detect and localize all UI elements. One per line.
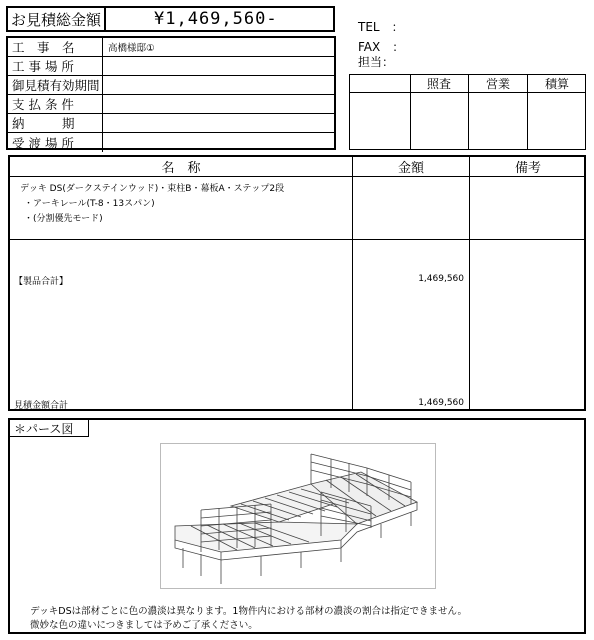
perspective-note: デッキDSは部材ごとに色の濃淡は異なります。1物件内における部材の濃淡の割合は指定できません。 <box>30 606 468 617</box>
grand-total-amount: 1,469,560 <box>418 398 464 408</box>
column-header-name: 名 称 <box>161 161 201 176</box>
fax-label: FAX ： <box>358 40 405 54</box>
column-header-amount: 金額 <box>397 161 424 176</box>
approval-header-sales: 営業 <box>485 77 510 91</box>
approval-header-check: 照査 <box>426 77 451 91</box>
tel-label: TEL ： <box>358 20 404 34</box>
subtotal-label: 【製品合計】 <box>14 277 69 287</box>
info-row <box>8 38 334 57</box>
divider <box>410 75 411 149</box>
info-label: 工 事 名 <box>8 38 103 56</box>
info-row <box>8 133 334 152</box>
info-row <box>8 76 334 95</box>
divider <box>10 239 584 240</box>
info-row <box>8 95 334 114</box>
deck-perspective-image <box>160 443 436 589</box>
approval-header-estimate: 積算 <box>544 77 569 91</box>
item-description-line: デッキ DS(ダークステインウッド)・束柱B・幕板A・ステップ2段 <box>20 184 285 194</box>
approval-table <box>349 74 586 150</box>
info-row <box>8 114 334 133</box>
person-label: 担当： <box>358 55 395 69</box>
column-header-remarks: 備考 <box>514 161 541 176</box>
divider <box>10 176 584 177</box>
grand-total-label: 見積金額合計 <box>14 401 69 411</box>
info-label: 支 払 条 件 <box>8 95 103 113</box>
info-label: 御見積有効期間 <box>8 76 103 94</box>
divider <box>468 75 469 149</box>
total-amount-value: ¥1,469,560- <box>106 6 335 32</box>
perspective-note: 微妙な色の違いにつきましては予めご了承ください。 <box>30 620 258 631</box>
info-label: 工 事 場 所 <box>8 57 103 75</box>
info-row <box>8 57 334 76</box>
estimate-table <box>8 155 586 411</box>
item-description-line: ・アーキレール(T-8・13スパン) <box>24 199 155 209</box>
divider <box>527 75 528 149</box>
info-value: 高橋様邸① <box>108 43 155 54</box>
divider <box>469 157 470 409</box>
subtotal-amount: 1,469,560 <box>418 274 464 284</box>
info-label: 納 期 <box>8 114 103 132</box>
perspective-label: ＊パース図 <box>9 419 89 437</box>
info-label: 受 渡 場 所 <box>8 133 103 152</box>
deck-drawing-icon <box>161 444 435 588</box>
item-description-line: ・(分割優先モード) <box>24 214 103 224</box>
total-amount-label: お見積総金額 <box>6 6 106 32</box>
project-info-table <box>6 36 336 150</box>
